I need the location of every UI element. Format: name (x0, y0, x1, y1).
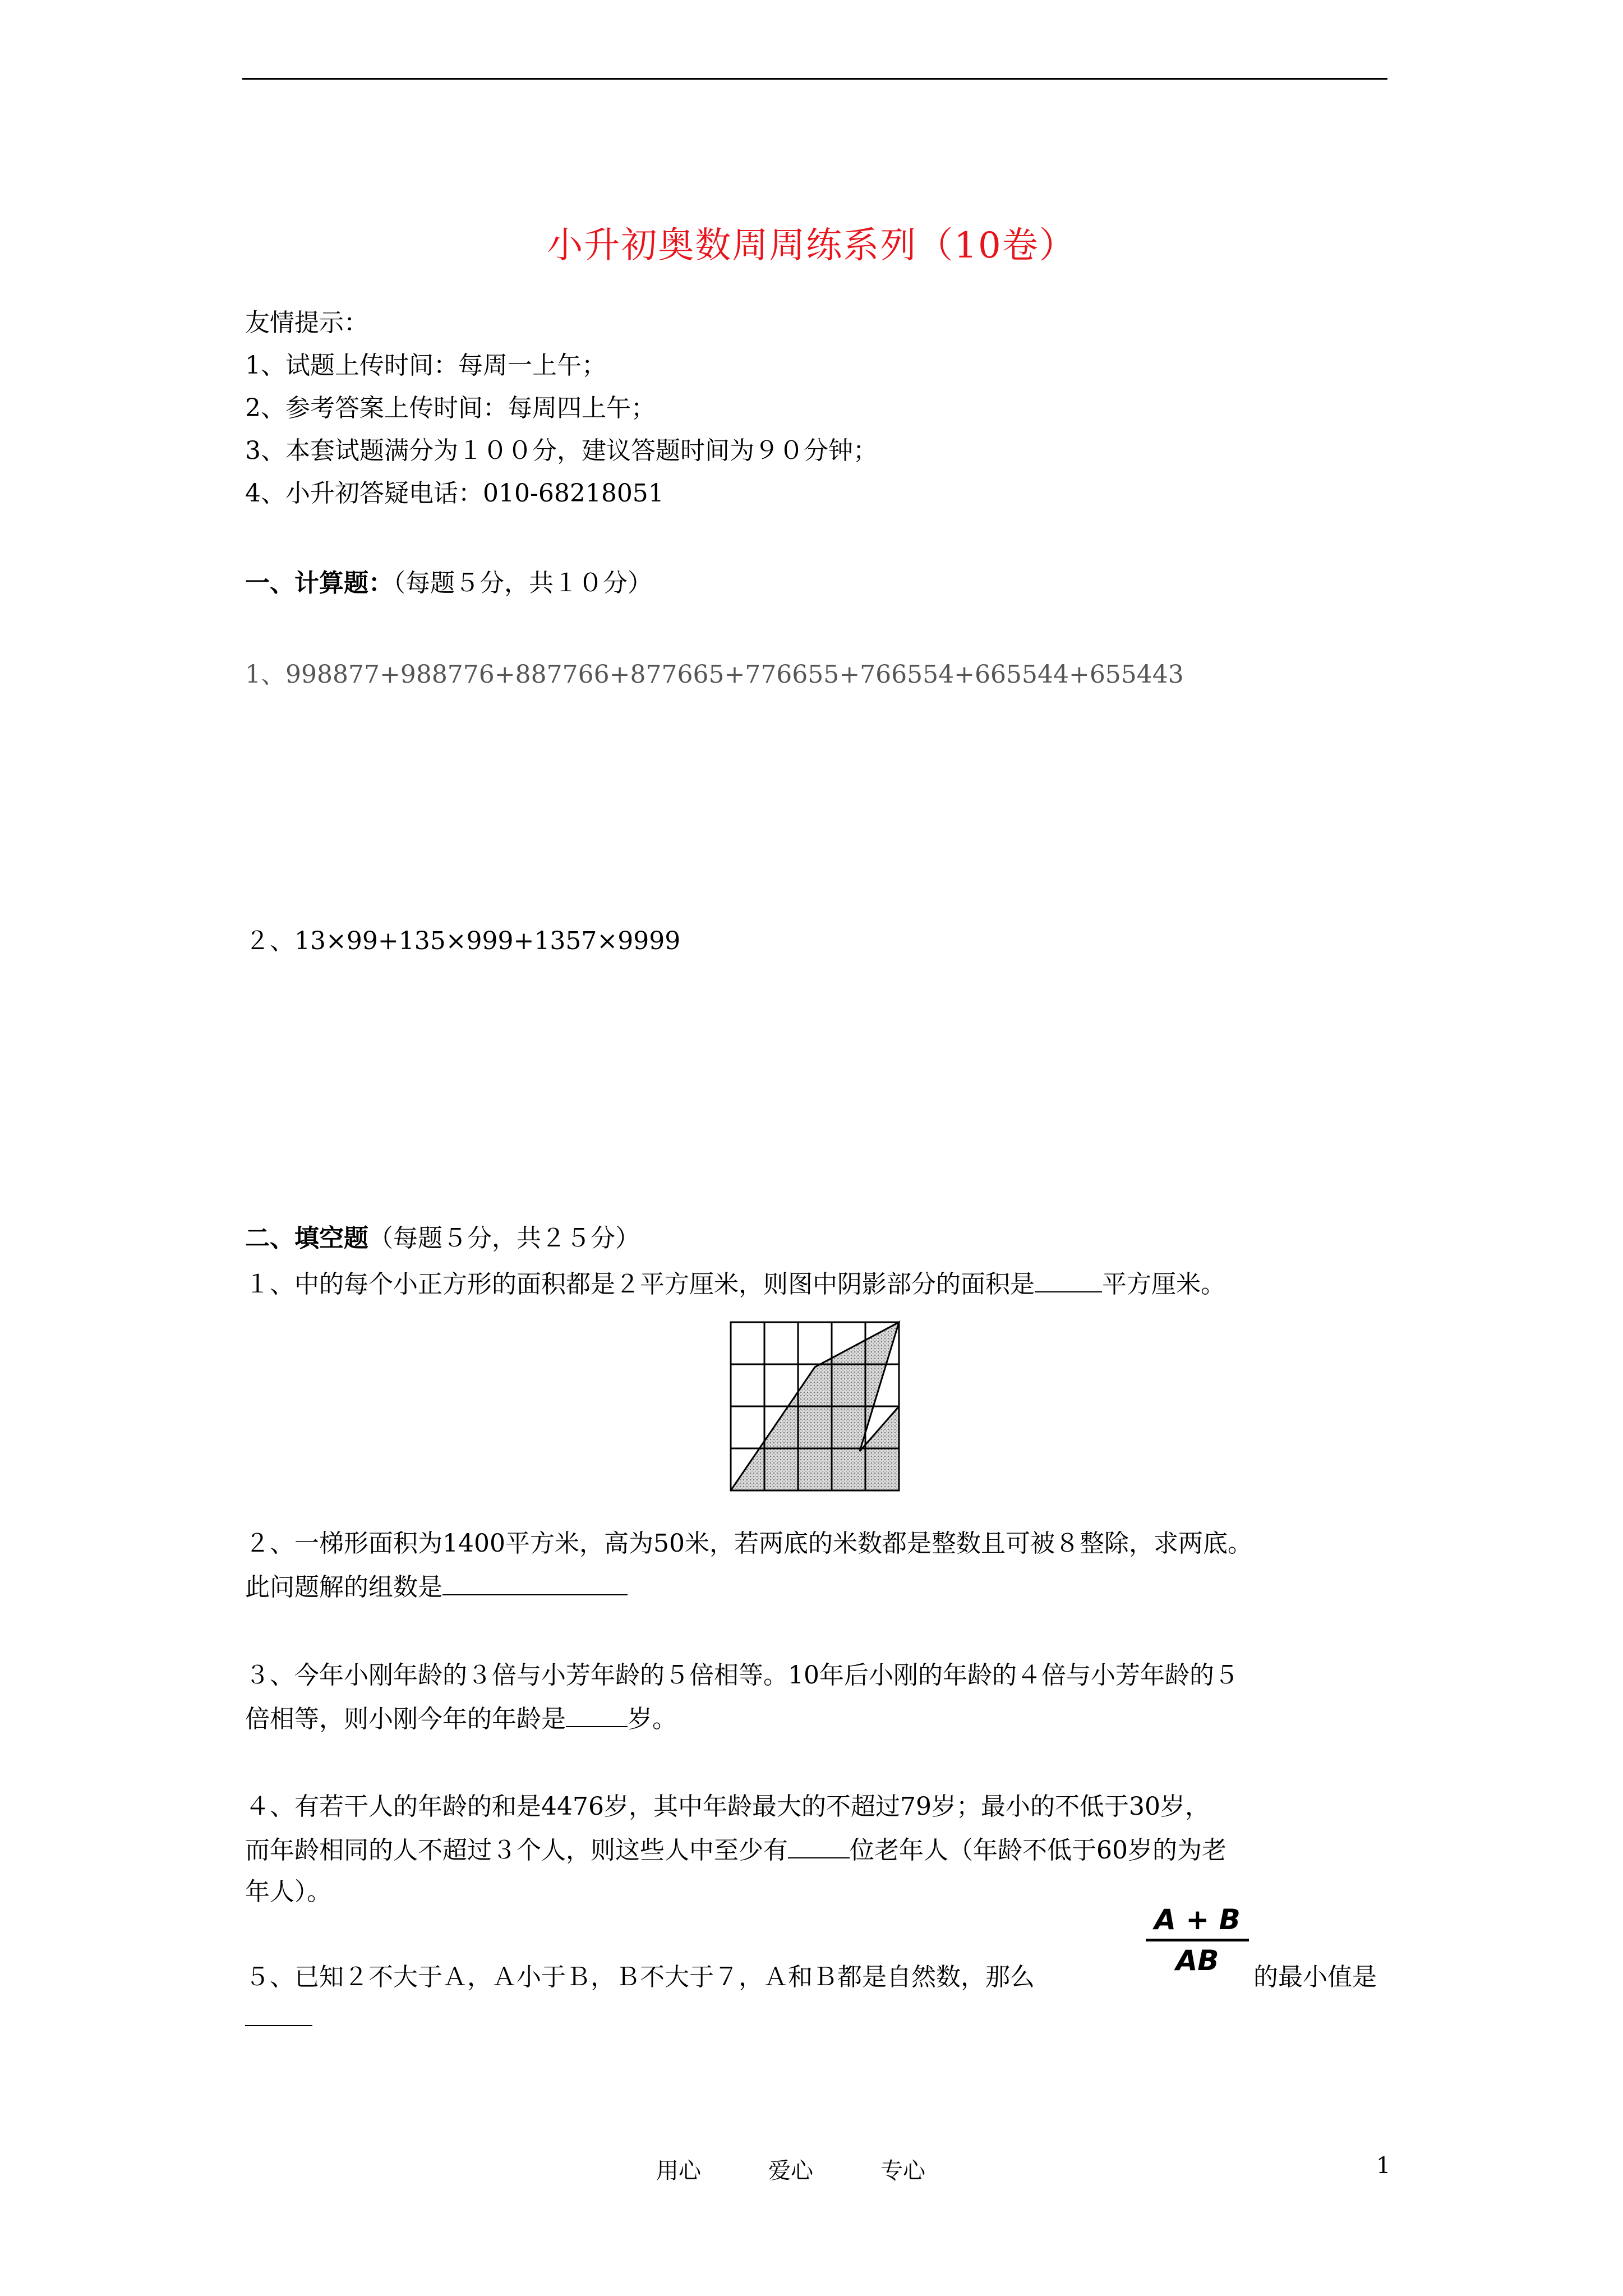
page-title: 小升初奥数周周练系列（10卷） (547, 225, 1076, 266)
section2-question-2-line1: ２、一梯形面积为1400平方米，高为50米，若两底的米数都是整数且可被８整除，求两底。 (245, 1529, 1252, 1558)
section2-question-3-line1: ３、今年小刚年龄的３倍与小芳年龄的５倍相等。10年后小刚的年龄的４倍与小芳年龄的５ (245, 1661, 1239, 1690)
fraction-numerator: A + B (1154, 1903, 1241, 1936)
section2-question-3-line2 (245, 1701, 677, 1736)
section1-note: （每题５分，共１０分） (393, 569, 652, 597)
question-text: 倍相等，则小刚今年的年龄是 (245, 1705, 566, 1733)
section2-question-5-before: ５、已知２不大于Ａ，Ａ小于Ｂ，Ｂ不大于７，Ａ和Ｂ都是自然数，那么 (245, 1963, 1035, 1991)
tip-item: 3、本套试题满分为１００分，建议答题时间为９０分钟； (245, 436, 878, 465)
section1-header (245, 567, 652, 600)
section1-question-2: ２、13×99+135×999+1357×9999 (245, 927, 681, 955)
section2-question-5-blank-line (245, 2000, 312, 2035)
answer-blank[interactable] (245, 2000, 312, 2026)
page-number: 1 (1376, 2153, 1391, 2179)
tips-heading: 友情提示： (245, 309, 368, 337)
answer-blank[interactable] (788, 1833, 850, 1858)
fraction-formula (1141, 1903, 1253, 1977)
tip-item: 2、参考答案上传时间：每周四上午； (245, 394, 656, 422)
section2-note: （每题５分，共２５分） (368, 1224, 640, 1253)
shaded-grid-figure (729, 1320, 903, 1494)
tip-item: 1、试题上传时间：每周一上午； (245, 351, 606, 380)
question-text: 而年龄相同的人不超过３个人，则这些人中至少有 (245, 1836, 788, 1865)
section2-header (245, 1222, 640, 1255)
answer-blank[interactable] (566, 1701, 628, 1727)
header-rule (242, 78, 1387, 80)
fraction-denominator: AB (1175, 1944, 1219, 1977)
section2-heading: 二、填空题 (245, 1224, 368, 1253)
section2-question-2-line2 (245, 1570, 628, 1604)
question-text: 岁。 (628, 1705, 677, 1733)
question-text: 平方厘米。 (1102, 1270, 1225, 1299)
answer-blank[interactable] (442, 1570, 628, 1595)
section2-question-4-line1: ４、有若干人的年龄的和是4476岁，其中年龄最大的不超过79岁；最小的不低于30岁， (245, 1792, 1210, 1821)
fraction-bar (1146, 1939, 1249, 1941)
footer-word: 爱心 (768, 2158, 813, 2184)
answer-blank[interactable] (1035, 1267, 1102, 1292)
footer-word: 专心 (880, 2158, 925, 2184)
tip-item: 4、小升初答疑电话：010-68218051 (245, 479, 664, 508)
section2-question-1 (245, 1267, 1225, 1301)
section2-question-4-line2 (245, 1833, 1227, 1867)
question-text: 位老年人（年龄不低于60岁的为老 (850, 1836, 1227, 1865)
section2-question-5-after: 的最小值是 (1253, 1963, 1377, 1991)
section2-question-4-line3: 年人）。 (245, 1878, 331, 1906)
section1-heading: 一、计算题： (245, 569, 393, 597)
question-text: １、中的每个小正方形的面积都是２平方厘米，则图中阴影部分的面积是 (245, 1270, 1035, 1299)
question-text: 此问题解的组数是 (245, 1573, 442, 1602)
footer-word: 用心 (656, 2158, 701, 2184)
section1-question-1: 1、998877+988776+887766+877665+776655+766554+665544+655443 (245, 660, 1184, 689)
